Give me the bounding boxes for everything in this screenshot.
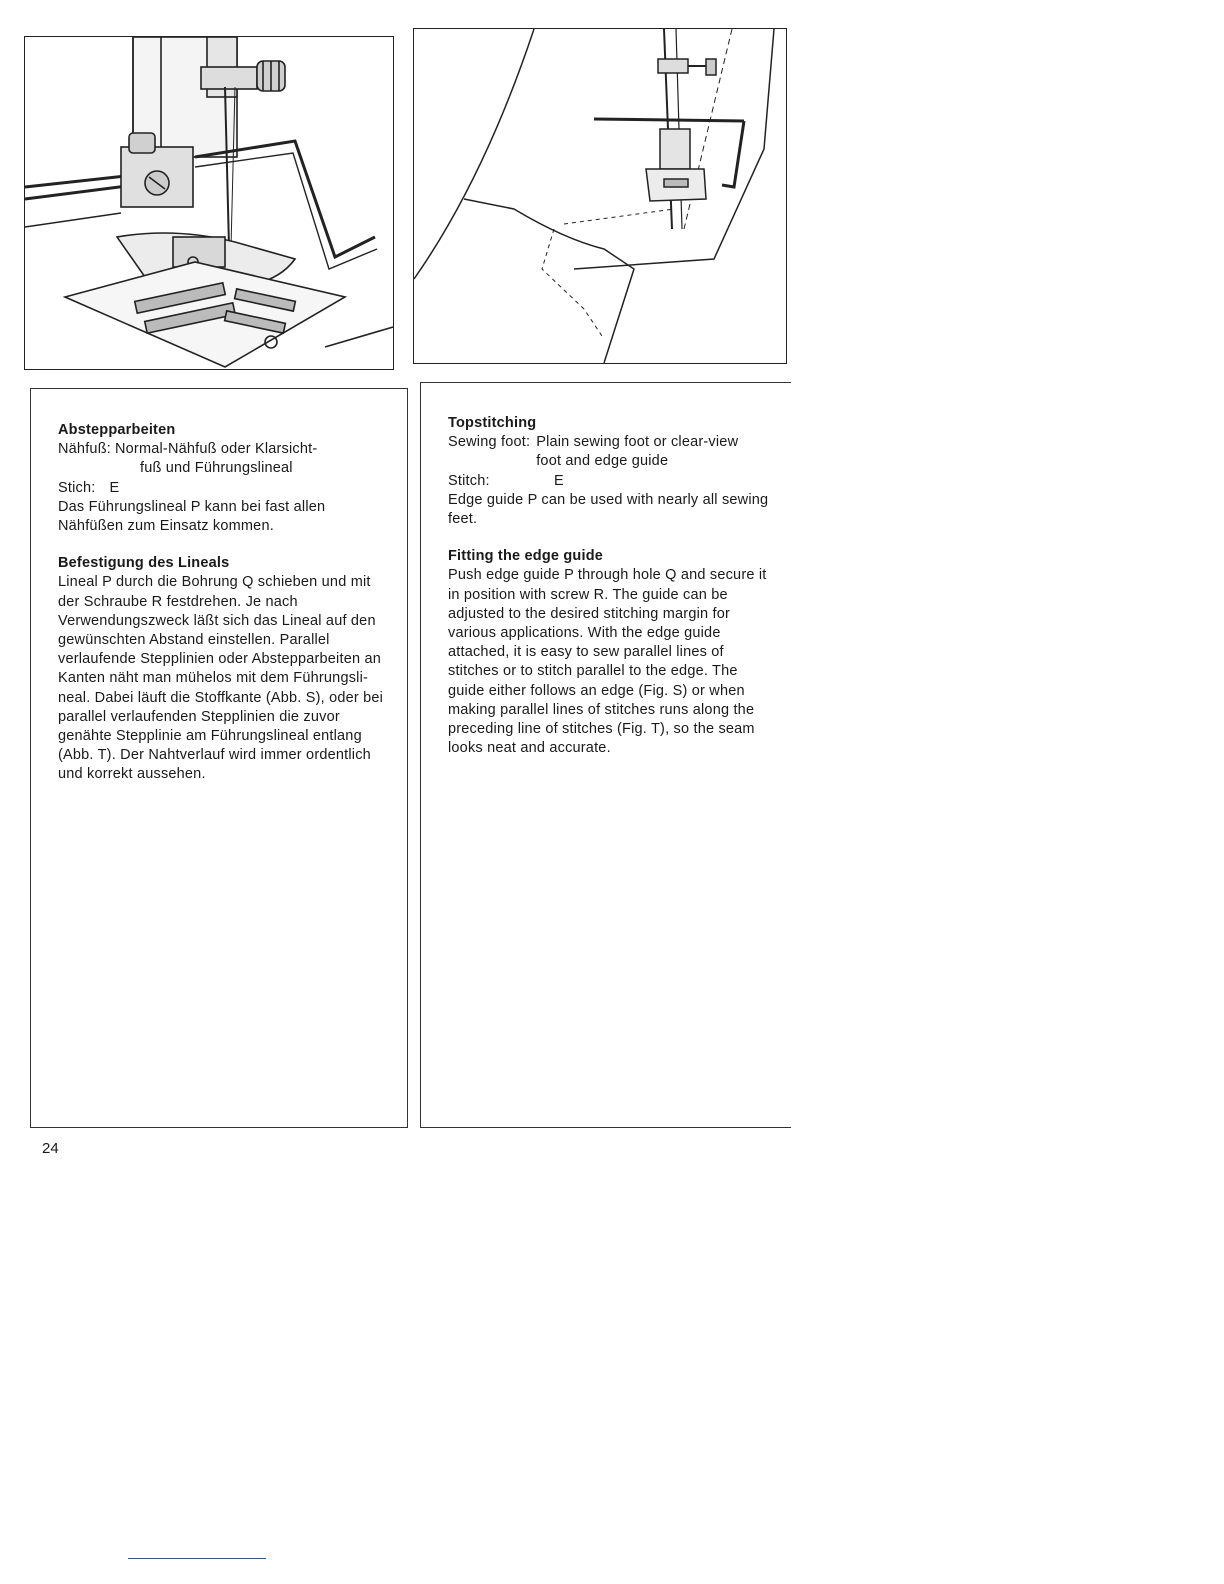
figure-edge-guide-seam (413, 28, 787, 364)
german-foot-row (58, 440, 388, 459)
german-title: Abstepparbeiten (58, 422, 176, 438)
english-body: Push edge guide P through hole Q and secure it in position with screw R. The guide can be adjusted to the desired stitching margin for various applications. With the edge guide attached, it is easy to sew parallel lines of stitches or to stitch parallel to the edge. The guide either follows an edge (Fig. S) or when making parallel lines of stitches runs along the preceding line of stitches (Fig. T), so the seam looks neat and accurate. (448, 567, 767, 757)
german-foot-value: Normal-Nähfuß oder Klarsicht- (114, 441, 318, 458)
english-intro: Edge guide P can be used with nearly all sewing feet. (448, 491, 769, 528)
german-foot-value-cont: fuß und Führungslineal (140, 460, 293, 477)
english-column (448, 414, 774, 758)
english-section-title: Fitting the edge guide (448, 548, 604, 565)
english-foot-value: Plain sewing foot or clear-view foot and edge guide (536, 434, 739, 470)
english-foot-label: Sewing foot: (448, 434, 531, 451)
german-foot-label: Nähfuß: (58, 441, 111, 458)
figure-edge-guide-machine (24, 36, 394, 370)
english-title: Topstitching (448, 415, 537, 431)
german-stitch-row (58, 479, 388, 498)
footer-rule (128, 1558, 266, 1559)
page-number: 24 (42, 1140, 59, 1157)
german-section-title: Befestigung des Lineals (58, 555, 230, 572)
german-column (58, 421, 388, 785)
english-foot-row (448, 433, 774, 471)
english-stitch-row (448, 472, 774, 491)
english-stitch-label: Stitch: (448, 472, 490, 489)
german-intro: Das Führungslineal P kann bei fast allen Nähfüßen zum Einsatz kommen. (58, 498, 326, 535)
english-stitch-value: E (554, 472, 564, 489)
german-stitch-label: Stich: (58, 479, 96, 496)
german-body: Lineal P durch die Bohrung Q schieben und mit der Schraube R festdrehen. Je nach Verwendungszweck läßt sich das Lineal auf den gewünschten Abstand einstellen. Parallel verlaufende Stepplinien oder Abstepparbeiten an Kanten näht man mühelos mit dem Führungslineal. Dabei läuft die Stoffkante (Abb. S), oder bei parallel verlaufenden Stepplinien die zuvor genähte Stepplinie am Führungslineal entlang (Abb. T). Der Nahtverlauf wird immer ordentlich und korrekt aussehen. (58, 574, 384, 783)
german-stitch-value: E (109, 479, 120, 496)
